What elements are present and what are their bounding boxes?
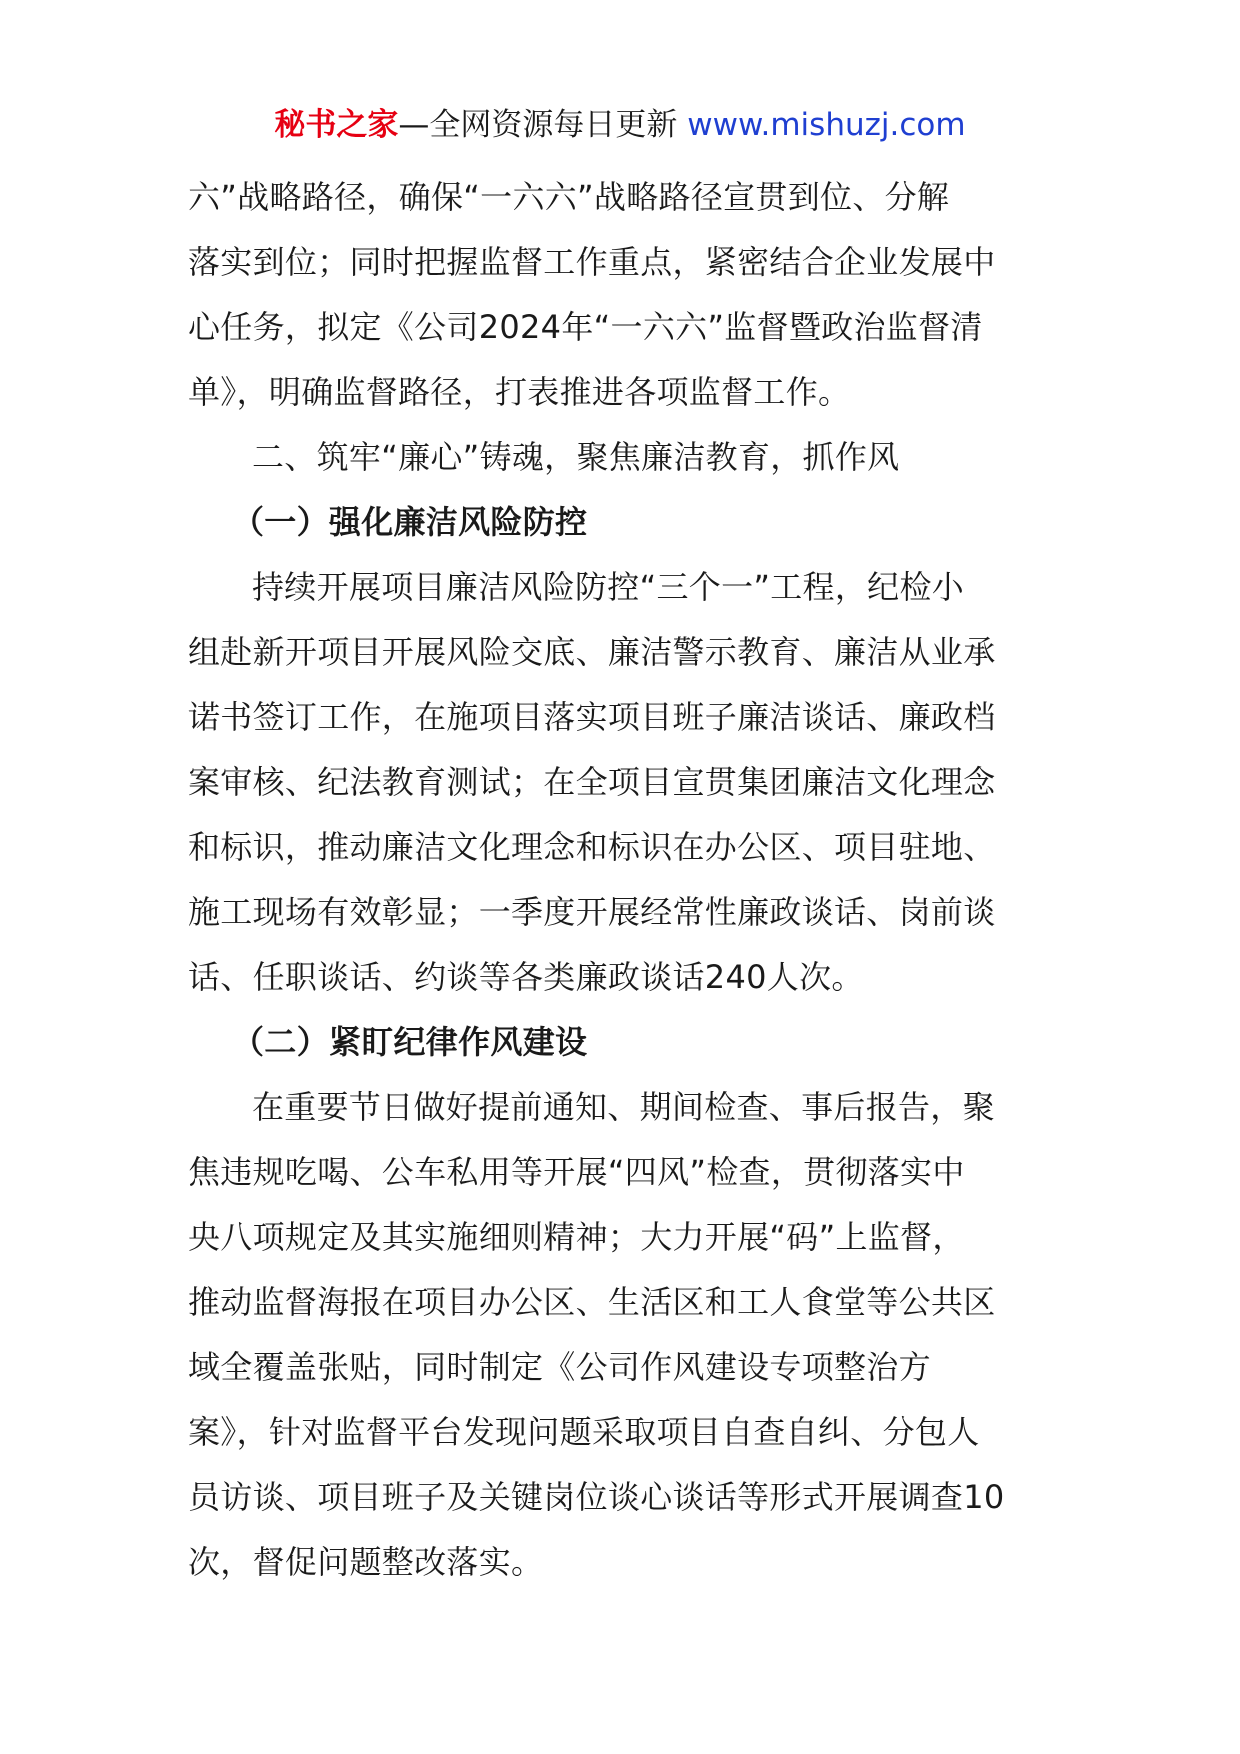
body-line: 持续开展项目廉洁风险防控“三个一”工程，纪检小 [252, 568, 965, 606]
body-line: 央八项规定及其实施细则精神；大力开展“码”上监督， [188, 1218, 965, 1256]
body-line: 诺书签订工作，在施项目落实项目班子廉洁谈话、廉政档 [188, 698, 996, 736]
body-line: 域全覆盖张贴，同时制定《公司作风建设专项整治方 [188, 1348, 931, 1386]
body-line: 施工现场有效彰显；一季度开展经常性廉政谈话、岗前谈 [188, 893, 996, 931]
header-tagline: —全网资源每日更新 [398, 107, 678, 143]
section-heading: 二、筑牢“廉心”铸魂，聚焦廉洁教育，抓作风 [252, 438, 900, 476]
header-url[interactable]: www.mishuzj.com [687, 107, 966, 143]
subsection-heading: （一）强化廉洁风险防控 [232, 503, 588, 541]
body-line: 案》，针对监督平台发现问题采取项目自查自纠、分包人 [188, 1413, 980, 1451]
body-line: 心任务，拟定《公司2024年“一六六”监督暨政治监督清 [188, 308, 983, 346]
body-line: 焦违规吃喝、公车私用等开展“四风”检查，贯彻落实中 [188, 1153, 965, 1191]
body-line: 落实到位；同时把握监督工作重点，紧密结合企业发展中 [188, 243, 996, 281]
body-line: 六”战略路径，确保“一六六”战略路径宣贯到位、分解 [188, 178, 950, 216]
body-line: 和标识，推动廉洁文化理念和标识在办公区、项目驻地、 [188, 828, 996, 866]
body-line: 单》，明确监督路径，打表推进各项监督工作。 [188, 373, 851, 411]
header-brand: 秘书之家 [274, 107, 399, 143]
body-line: 组赴新开项目开展风险交底、廉洁警示教育、廉洁从业承 [188, 633, 996, 671]
body-line: 推动监督海报在项目办公区、生活区和工人食堂等公共区 [188, 1283, 996, 1321]
body-line: 员访谈、项目班子及关键岗位谈心谈话等形式开展调查10 [188, 1478, 1005, 1516]
subsection-heading: （二）紧盯纪律作风建设 [232, 1023, 588, 1061]
body-line: 在重要节日做好提前通知、期间检查、事后报告，聚 [252, 1088, 995, 1126]
document-body [188, 165, 1054, 1595]
body-line: 次，督促问题整改落实。 [188, 1543, 544, 1581]
body-line: 案审核、纪法教育测试；在全项目宣贯集团廉洁文化理念 [188, 763, 996, 801]
watermark-header [0, 100, 1240, 150]
body-line: 话、任职谈话、约谈等各类廉政谈话240人次。 [188, 958, 864, 996]
